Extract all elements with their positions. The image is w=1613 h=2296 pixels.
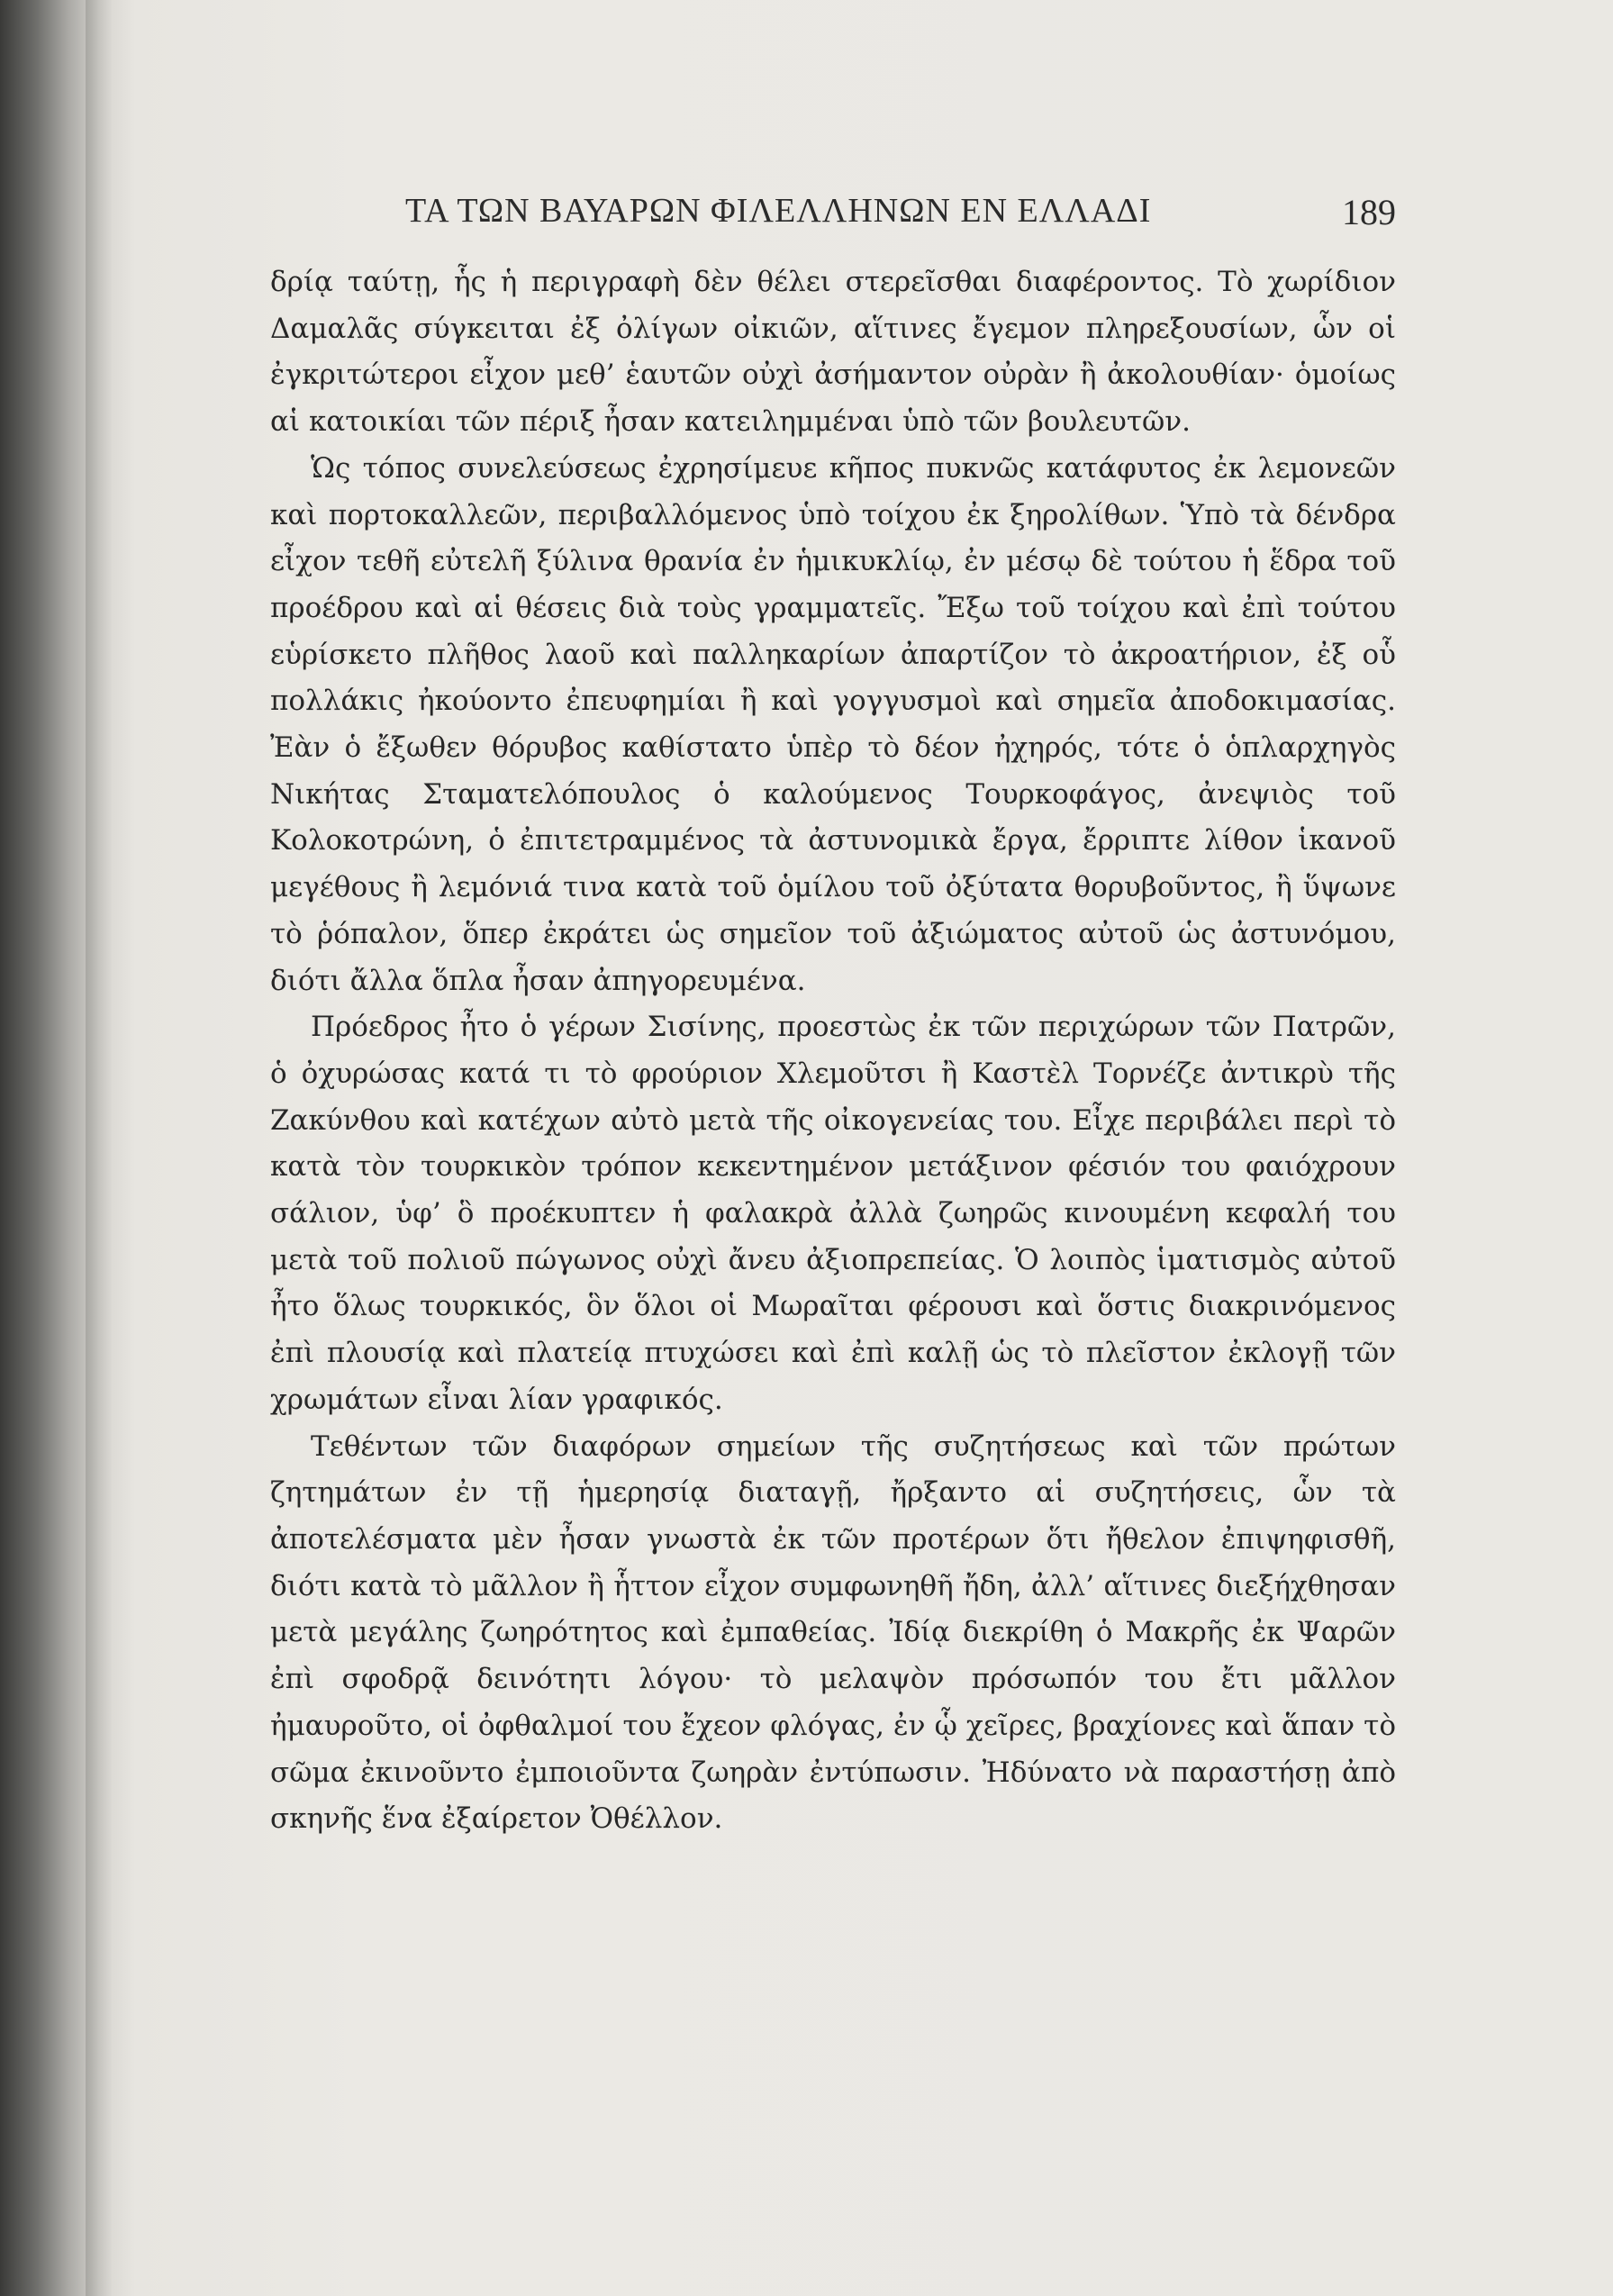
book-spine-shadow: [86, 0, 113, 2296]
paragraph-meeting-place: Ὡς τόπος συνελεύσεως ἐχρησίμευε κῆπος πυκνῶς κατάφυτος ἐκ λεμονεῶν καὶ πορτοκαλλεῶν, περιβαλλόμενος ὑπὸ τοίχου ἐκ ξηρολίθων. Ὑπὸ τὰ δένδρα εἶχον τεθῆ εὐτελῆ ξύλινα θρανία ἐν ἡμικυκλίῳ, ἐν μέσῳ δὲ τούτου ἡ ἕδρα τοῦ προέδρου καὶ αἱ θέσεις διὰ τοὺς γραμματεῖς. Ἔξω τοῦ τοίχου καὶ ἐπὶ τούτου εὑρίσκετο πλῆθος λαοῦ καὶ παλληκαρίων ἀπαρτίζον τὸ ἀκροατήριον, ἐξ οὗ πολλάκις ἠκούοντο ἐπευφημίαι ἢ καὶ γογγυσμοὶ καὶ σημεῖα ἀποδοκιμασίας. Ἐὰν ὁ ἔξωθεν θόρυβος καθίστατο ὑπὲρ τὸ δέον ἠχηρός, τότε ὁ ὁπλαρχηγὸς Νικήτας Σταματελόπουλος ὁ καλούμενος Τουρκοφάγος, ἀνεψιὸς τοῦ Κολοκοτρώνη, ὁ ἐπιτετραμμένος τὰ ἀστυνομικὰ ἔργα, ἔρριπτε λίθον ἱκανοῦ μεγέθους ἢ λεμόνιά τινα κατὰ τοῦ ὁμίλου τοῦ ὀξύτατα θορυβοῦντος, ἢ ὕψωνε τὸ ῥόπαλον, ὅπερ ἐκράτει ὡς σημεῖον τοῦ ἀξιώματος αὐτοῦ ὡς ἀστυνόμου, διότι ἄλλα ὅπλα ἦσαν ἀπηγορευμένα.: [270, 451, 1396, 997]
paragraph-president: Πρόεδρος ἦτο ὁ γέρων Σισίνης, προεστὼς ἐκ τῶν περιχώρων τῶν Πατρῶν, ὁ ὀχυρώσας κατά τι τὸ φρούριον Χλεμοῦτσι ἢ Καστὲλ Τορνέζε ἀντικρὺ τῆς Ζακύνθου καὶ κατέχων αὐτὸ μετὰ τῆς οἰκογενείας του. Εἶχε περιβάλει περὶ τὸ κατὰ τὸν τουρκικὸν τρόπον κεκεντημένον μετάξινον φέσιόν του φαιόχρουν σάλιον, ὑφ’ ὃ προέκυπτεν ἡ φαλακρὰ ἀλλὰ ζωηρῶς κινουμένη κεφαλή του μετὰ τοῦ πολιοῦ πώγωνος οὐχὶ ἄνευ ἀξιοπρεπείας. Ὁ λοιπὸς ἱματισμὸς αὐτοῦ ἦτο ὅλως τουρκικός, ὃν ὅλοι οἱ Μωραῖται φέρουσι καὶ ὅστις διακρινόμενος ἐπὶ πλουσίᾳ καὶ πλατείᾳ πτυχώσει καὶ ἐπὶ καλῇ ὡς τὸ πλεῖστον ἐκλογῇ τῶν χρωμάτων εἶναι λίαν γραφικός.: [270, 1011, 1396, 1416]
paragraph-continuation: δρίᾳ ταύτῃ, ἧς ἡ περιγραφὴ δὲν θέλει στερεῖσθαι διαφέροντος. Τὸ χωρίδιον Δαμαλᾶς σύγκειται ἐξ ὀλίγων οἰκιῶν, αἵτινες ἔγεμον πληρεξουσίων, ὧν οἱ ἐγκριτώτεροι εἶχον μεθ’ ἑαυτῶν οὐχὶ ἀσήμαντον οὐρὰν ἢ ἀκολουθίαν· ὁμοίως αἱ κατοικίαι τῶν πέριξ ἦσαν κατειλημμέναι ὑπὸ τῶν βουλευτῶν.: [270, 266, 1396, 439]
paragraph-debates: Τεθέντων τῶν διαφόρων σημείων τῆς συζητήσεως καὶ τῶν πρώτων ζητημάτων ἐν τῇ ἡμερησίᾳ διαταγῇ, ἤρξαντο αἱ συζητήσεις, ὧν τὰ ἀποτελέσματα μὲν ἦσαν γνωστὰ ἐκ τῶν προτέρων ὅτι ἤθελον ἐπιψηφισθῆ, διότι κατὰ τὸ μᾶλλον ἢ ἧττον εἶχον συμφωνηθῆ ἤδη, ἀλλ’ αἵτινες διεξήχθησαν μετὰ μεγάλης ζωηρότητος καὶ ἐμπαθείας. Ἰδίᾳ διεκρίθη ὁ Μακρῆς ἐκ Ψαρῶν ἐπὶ σφοδρᾷ δεινότητι λόγου· τὸ μελαψὸν πρόσωπόν του ἔτι μᾶλλον ἠμαυροῦτο, οἱ ὀφθαλμοί του ἔχεον φλόγας, ἐν ᾧ χεῖρες, βραχίονες καὶ ἅπαν τὸ σῶμα ἐκινοῦντο ἐμποιοῦντα ζωηρὰν ἐντύπωσιν. Ἠδύνατο νὰ παραστήσῃ ἀπὸ σκηνῆς ἕνα ἐξαίρετον Ὀθέλλον.: [270, 1429, 1396, 1836]
running-title: ΤΑ ΤΩΝ ΒΑΥΑΡΩΝ ΦΙΛΕΛΛΗΝΩΝ ΕΝ ΕΛΛΑΔΙ: [405, 192, 1152, 230]
page-number: 189: [1342, 192, 1396, 232]
running-header: [405, 191, 1396, 245]
body-text: [270, 259, 1396, 1843]
